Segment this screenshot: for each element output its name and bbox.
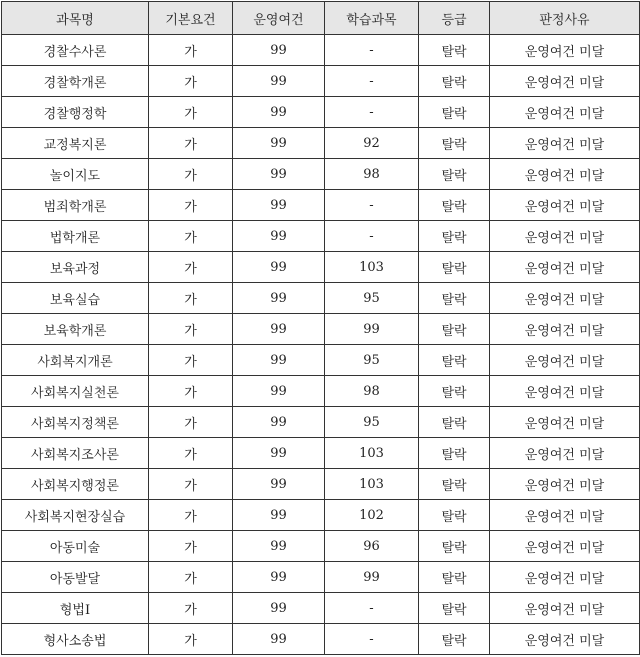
- grade-cell: 탈락: [419, 407, 490, 438]
- grade-cell: 탈락: [419, 314, 490, 345]
- study-course-cell: 96: [325, 531, 419, 562]
- study-course-cell: 103: [325, 438, 419, 469]
- study-course-cell: 99: [325, 562, 419, 593]
- operating-condition-cell: 99: [233, 562, 325, 593]
- basic-requirement-cell: 가: [149, 345, 233, 376]
- study-course-cell: 95: [325, 345, 419, 376]
- judgment-reason-cell: 운영여건 미달: [490, 283, 640, 314]
- course-name-cell: 보육학개론: [2, 314, 149, 345]
- study-course-cell: -: [325, 624, 419, 655]
- header-study-course: 학습과목: [325, 2, 419, 35]
- operating-condition-cell: 99: [233, 438, 325, 469]
- course-name-cell: 사회복지행정론: [2, 469, 149, 500]
- basic-requirement-cell: 가: [149, 500, 233, 531]
- operating-condition-cell: 99: [233, 35, 325, 66]
- table-row: [2, 66, 640, 97]
- basic-requirement-cell: 가: [149, 531, 233, 562]
- judgment-reason-cell: 운영여건 미달: [490, 128, 640, 159]
- basic-requirement-cell: 가: [149, 624, 233, 655]
- course-name-cell: 사회복지실천론: [2, 376, 149, 407]
- header-operating-condition: 운영여건: [233, 2, 325, 35]
- judgment-reason-cell: 운영여건 미달: [490, 593, 640, 624]
- basic-requirement-cell: 가: [149, 376, 233, 407]
- study-course-cell: 98: [325, 159, 419, 190]
- grade-cell: 탈락: [419, 376, 490, 407]
- course-name-cell: 아동발달: [2, 562, 149, 593]
- table-row: [2, 221, 640, 252]
- course-name-cell: 사회복지정책론: [2, 407, 149, 438]
- course-name-cell: 형사소송법: [2, 624, 149, 655]
- operating-condition-cell: 99: [233, 624, 325, 655]
- operating-condition-cell: 99: [233, 469, 325, 500]
- operating-condition-cell: 99: [233, 500, 325, 531]
- operating-condition-cell: 99: [233, 593, 325, 624]
- basic-requirement-cell: 가: [149, 438, 233, 469]
- evaluation-table: [1, 1, 640, 655]
- table-row: [2, 97, 640, 128]
- table-row: [2, 500, 640, 531]
- basic-requirement-cell: 가: [149, 593, 233, 624]
- operating-condition-cell: 99: [233, 128, 325, 159]
- grade-cell: 탈락: [419, 35, 490, 66]
- table-row: [2, 159, 640, 190]
- grade-cell: 탈락: [419, 593, 490, 624]
- judgment-reason-cell: 운영여건 미달: [490, 66, 640, 97]
- operating-condition-cell: 99: [233, 97, 325, 128]
- study-course-cell: 99: [325, 314, 419, 345]
- study-course-cell: 102: [325, 500, 419, 531]
- judgment-reason-cell: 운영여건 미달: [490, 252, 640, 283]
- table-row: [2, 376, 640, 407]
- operating-condition-cell: 99: [233, 159, 325, 190]
- table-row: [2, 314, 640, 345]
- study-course-cell: -: [325, 66, 419, 97]
- course-name-cell: 사회복지현장실습: [2, 500, 149, 531]
- table-row: [2, 469, 640, 500]
- table-row: [2, 407, 640, 438]
- basic-requirement-cell: 가: [149, 97, 233, 128]
- study-course-cell: -: [325, 35, 419, 66]
- course-name-cell: 경찰학개론: [2, 66, 149, 97]
- table-row: [2, 438, 640, 469]
- table-row: [2, 624, 640, 655]
- study-course-cell: 98: [325, 376, 419, 407]
- table-row: [2, 562, 640, 593]
- basic-requirement-cell: 가: [149, 159, 233, 190]
- course-name-cell: 형법Ⅰ: [2, 593, 149, 624]
- course-name-cell: 법학개론: [2, 221, 149, 252]
- study-course-cell: -: [325, 593, 419, 624]
- judgment-reason-cell: 운영여건 미달: [490, 35, 640, 66]
- grade-cell: 탈락: [419, 624, 490, 655]
- grade-cell: 탈락: [419, 283, 490, 314]
- grade-cell: 탈락: [419, 438, 490, 469]
- grade-cell: 탈락: [419, 252, 490, 283]
- judgment-reason-cell: 운영여건 미달: [490, 376, 640, 407]
- header-basic-requirement: 기본요건: [149, 2, 233, 35]
- course-name-cell: 경찰수사론: [2, 35, 149, 66]
- operating-condition-cell: 99: [233, 407, 325, 438]
- operating-condition-cell: 99: [233, 283, 325, 314]
- course-name-cell: 사회복지개론: [2, 345, 149, 376]
- grade-cell: 탈락: [419, 97, 490, 128]
- study-course-cell: -: [325, 190, 419, 221]
- basic-requirement-cell: 가: [149, 314, 233, 345]
- grade-cell: 탈락: [419, 562, 490, 593]
- basic-requirement-cell: 가: [149, 190, 233, 221]
- judgment-reason-cell: 운영여건 미달: [490, 159, 640, 190]
- grade-cell: 탈락: [419, 66, 490, 97]
- judgment-reason-cell: 운영여건 미달: [490, 469, 640, 500]
- table-row: [2, 531, 640, 562]
- judgment-reason-cell: 운영여건 미달: [490, 562, 640, 593]
- grade-cell: 탈락: [419, 531, 490, 562]
- grade-cell: 탈락: [419, 469, 490, 500]
- basic-requirement-cell: 가: [149, 66, 233, 97]
- judgment-reason-cell: 운영여건 미달: [490, 500, 640, 531]
- operating-condition-cell: 99: [233, 531, 325, 562]
- header-grade: 등급: [419, 2, 490, 35]
- judgment-reason-cell: 운영여건 미달: [490, 190, 640, 221]
- study-course-cell: 95: [325, 283, 419, 314]
- table-row: [2, 190, 640, 221]
- basic-requirement-cell: 가: [149, 221, 233, 252]
- basic-requirement-cell: 가: [149, 407, 233, 438]
- table-row: [2, 283, 640, 314]
- judgment-reason-cell: 운영여건 미달: [490, 624, 640, 655]
- basic-requirement-cell: 가: [149, 35, 233, 66]
- judgment-reason-cell: 운영여건 미달: [490, 531, 640, 562]
- grade-cell: 탈락: [419, 159, 490, 190]
- judgment-reason-cell: 운영여건 미달: [490, 221, 640, 252]
- table-row: [2, 128, 640, 159]
- basic-requirement-cell: 가: [149, 283, 233, 314]
- course-name-cell: 교정복지론: [2, 128, 149, 159]
- course-name-cell: 놀이지도: [2, 159, 149, 190]
- basic-requirement-cell: 가: [149, 128, 233, 159]
- course-name-cell: 아동미술: [2, 531, 149, 562]
- basic-requirement-cell: 가: [149, 562, 233, 593]
- grade-cell: 탈락: [419, 128, 490, 159]
- table-body: [2, 35, 640, 655]
- operating-condition-cell: 99: [233, 252, 325, 283]
- operating-condition-cell: 99: [233, 376, 325, 407]
- judgment-reason-cell: 운영여건 미달: [490, 438, 640, 469]
- header-course-name: 과목명: [2, 2, 149, 35]
- table-row: [2, 252, 640, 283]
- operating-condition-cell: 99: [233, 221, 325, 252]
- table-row: [2, 593, 640, 624]
- grade-cell: 탈락: [419, 345, 490, 376]
- operating-condition-cell: 99: [233, 190, 325, 221]
- course-name-cell: 범죄학개론: [2, 190, 149, 221]
- study-course-cell: 103: [325, 252, 419, 283]
- judgment-reason-cell: 운영여건 미달: [490, 407, 640, 438]
- grade-cell: 탈락: [419, 221, 490, 252]
- course-name-cell: 경찰행정학: [2, 97, 149, 128]
- basic-requirement-cell: 가: [149, 469, 233, 500]
- header-judgment-reason: 판정사유: [490, 2, 640, 35]
- grade-cell: 탈락: [419, 500, 490, 531]
- judgment-reason-cell: 운영여건 미달: [490, 314, 640, 345]
- table-row: [2, 35, 640, 66]
- study-course-cell: 92: [325, 128, 419, 159]
- table-header-row: [2, 2, 640, 35]
- basic-requirement-cell: 가: [149, 252, 233, 283]
- judgment-reason-cell: 운영여건 미달: [490, 345, 640, 376]
- study-course-cell: -: [325, 221, 419, 252]
- study-course-cell: -: [325, 97, 419, 128]
- table-row: [2, 345, 640, 376]
- course-name-cell: 보육과정: [2, 252, 149, 283]
- operating-condition-cell: 99: [233, 314, 325, 345]
- study-course-cell: 95: [325, 407, 419, 438]
- operating-condition-cell: 99: [233, 66, 325, 97]
- course-name-cell: 사회복지조사론: [2, 438, 149, 469]
- operating-condition-cell: 99: [233, 345, 325, 376]
- grade-cell: 탈락: [419, 190, 490, 221]
- course-name-cell: 보육실습: [2, 283, 149, 314]
- judgment-reason-cell: 운영여건 미달: [490, 97, 640, 128]
- study-course-cell: 103: [325, 469, 419, 500]
